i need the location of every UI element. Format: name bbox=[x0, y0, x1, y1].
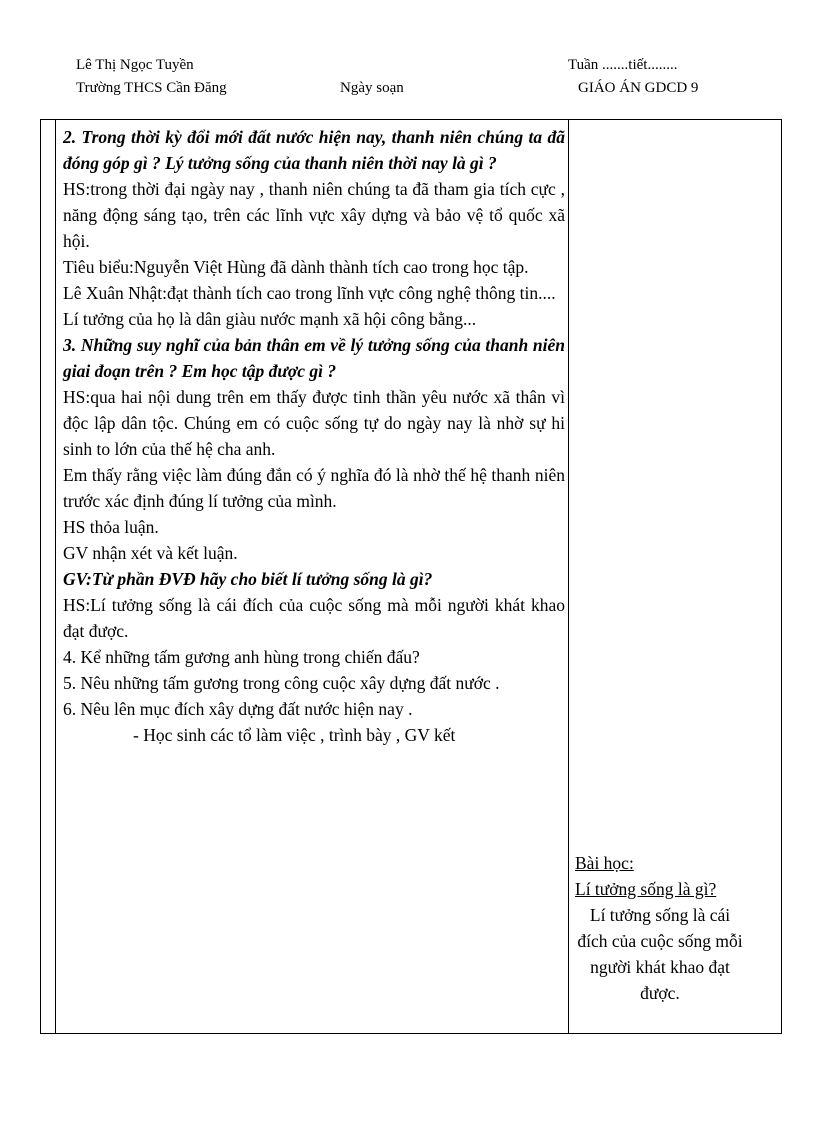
item-4: 4. Kể những tấm gương anh hùng trong chiến đấu? bbox=[63, 647, 420, 667]
lesson-heading: Bài học: bbox=[575, 853, 634, 873]
student-answer: HS:Lí tưởng sống là cái đích của cuộc sống mà mỗi người khát khao đạt được. bbox=[63, 595, 565, 641]
answer-2-ideal: Lí tưởng của họ là dân giàu nước mạnh xã hội công bằng... bbox=[63, 309, 477, 329]
subject-title: GIÁO ÁN GDCD 9 bbox=[578, 80, 699, 96]
answer-2-contribution: HS:trong thời đại ngày nay , thanh niên chúng ta đã tham gia tích cực , năng động sáng tạo, trên các lĩnh vực xây dựng và bảo vệ tổ quốc xã hội. bbox=[63, 179, 565, 251]
answer-3-part-2: Em thấy rằng việc làm đúng đắn có ý nghĩa đó là nhờ thế hệ thanh niên trước xác định đúng lí tưởng của mình. bbox=[63, 465, 565, 511]
item-6: 6. Nêu lên mục đích xây dựng đất nước hiện nay . bbox=[63, 699, 413, 719]
lesson-table bbox=[40, 119, 782, 1034]
answer-2-example-1: Tiêu biểu:Nguyễn Việt Hùng đã dành thành tích cao trong học tập. bbox=[63, 257, 529, 277]
teacher-conclusion: GV nhận xét và kết luận. bbox=[63, 543, 238, 563]
week-period: Tuần .......tiết........ bbox=[568, 57, 678, 73]
activity-column bbox=[63, 124, 565, 748]
left-margin-line bbox=[55, 120, 56, 1033]
item-5: 5. Nêu những tấm gương trong công cuộc xây dựng đất nước . bbox=[63, 673, 500, 693]
school-name: Trường THCS Cần Đăng bbox=[76, 80, 227, 96]
ideal-definition: Lí tưởng sống là cái đích của cuộc sống mỗi người khát khao đạt được. bbox=[577, 905, 743, 1003]
discussion-line: HS thỏa luận. bbox=[63, 517, 159, 537]
teacher-name: Lê Thị Ngọc Tuyền bbox=[76, 57, 194, 73]
prep-date-label: Ngày soạn bbox=[340, 80, 404, 96]
question-3: 3. Những suy nghĩ của bản thân em về lý tưởng sống của thanh niên giai đoạn trên ? Em học tập được gì ? bbox=[63, 335, 565, 381]
teacher-question: GV:Từ phần ĐVĐ hãy cho biết lí tưởng sống là gì? bbox=[63, 569, 433, 589]
content-column bbox=[575, 850, 745, 1006]
group-work-note: - Học sinh các tổ làm việc , trình bày , GV kết bbox=[133, 725, 456, 745]
question-2: 2. Trong thời kỳ đổi mới đất nước hiện nay, thanh niên chúng ta đã đóng góp gì ? Lý tưởng sống của thanh niên thời nay là gì ? bbox=[63, 127, 565, 173]
answer-2-example-2: Lê Xuân Nhật:đạt thành tích cao trong lĩnh vực công nghệ thông tin.... bbox=[63, 283, 556, 303]
column-divider bbox=[568, 120, 569, 1033]
ideal-heading: Lí tưởng sống là gì? bbox=[575, 879, 717, 899]
answer-3-part-1: HS:qua hai nội dung trên em thấy được tinh thần yêu nước xã thân vì độc lập dân tộc. Chúng em có cuộc sống tự do ngày nay là nhờ sự hi sinh to lớn của thế hệ cha anh. bbox=[63, 387, 565, 459]
